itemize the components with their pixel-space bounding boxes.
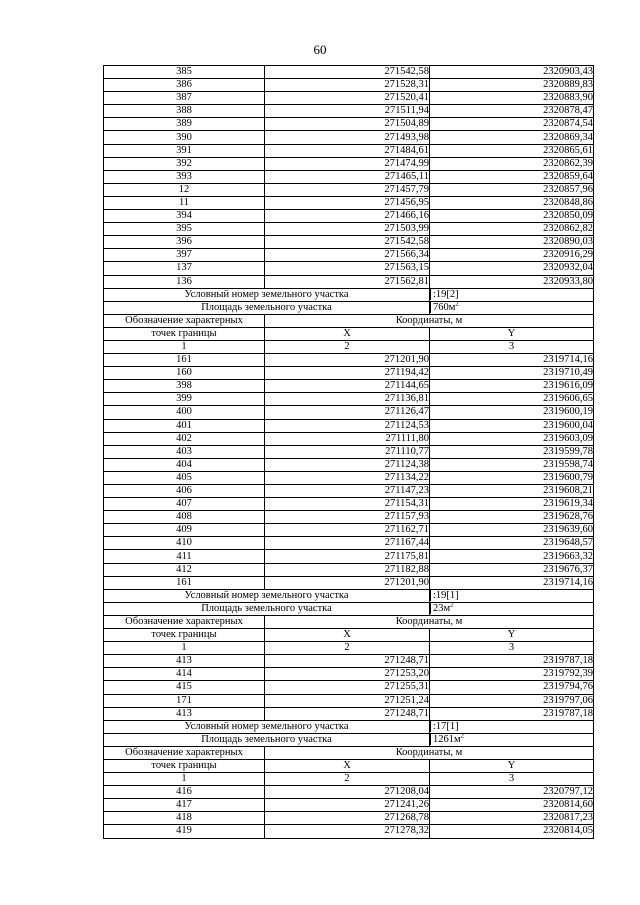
column-number-1: 1 xyxy=(104,340,265,353)
x-coordinate-cell: 271175,81 xyxy=(265,550,430,563)
header-point-designation: Обозначение характерных xyxy=(104,615,265,628)
y-coordinate-cell: 2319600,04 xyxy=(430,419,594,432)
point-number-cell: 161 xyxy=(104,354,265,367)
table-row xyxy=(104,183,594,196)
x-coordinate-cell: 271278,32 xyxy=(265,825,430,838)
column-number-1: 1 xyxy=(104,642,265,655)
table-row xyxy=(104,79,594,92)
table-row xyxy=(104,498,594,511)
y-coordinate-cell: 2319797,06 xyxy=(430,694,594,707)
point-number-cell: 12 xyxy=(104,183,265,196)
x-coordinate-cell: 271111,80 xyxy=(265,432,430,445)
x-coordinate-cell: 271493,98 xyxy=(265,131,430,144)
y-coordinate-cell: 2320862,82 xyxy=(430,223,594,236)
x-coordinate-cell: 271251,24 xyxy=(265,694,430,707)
table-row xyxy=(104,576,594,589)
point-number-cell: 391 xyxy=(104,144,265,157)
y-coordinate-cell: 2320850,09 xyxy=(430,210,594,223)
point-number-cell: 393 xyxy=(104,170,265,183)
x-coordinate-cell: 271542,58 xyxy=(265,66,430,79)
table-row xyxy=(104,668,594,681)
y-coordinate-cell: 2320933,80 xyxy=(430,275,594,288)
y-coordinate-cell: 2320869,34 xyxy=(430,131,594,144)
point-number-cell: 413 xyxy=(104,655,265,668)
table-row xyxy=(104,524,594,537)
table-row xyxy=(104,786,594,799)
x-coordinate-cell: 271147,23 xyxy=(265,485,430,498)
y-coordinate-cell: 2319628,76 xyxy=(430,511,594,524)
header-x: X xyxy=(265,759,430,772)
column-number-row xyxy=(104,340,594,353)
y-coordinate-cell: 2320859,64 xyxy=(430,170,594,183)
header-y: Y xyxy=(430,327,594,340)
point-number-cell: 418 xyxy=(104,812,265,825)
y-coordinate-cell: 2319787,18 xyxy=(430,655,594,668)
point-number-cell: 392 xyxy=(104,157,265,170)
y-coordinate-cell: 2319794,76 xyxy=(430,681,594,694)
area-value-cell xyxy=(430,602,594,615)
area-unit-superscript: 2 xyxy=(455,301,459,308)
point-number-cell: 416 xyxy=(104,786,265,799)
y-coordinate-cell: 2320862,39 xyxy=(430,157,594,170)
column-number-row xyxy=(104,642,594,655)
x-coordinate-cell: 271134,22 xyxy=(265,471,430,484)
cadastral-number-value: :19[2] xyxy=(430,289,459,300)
y-coordinate-cell: 2319663,32 xyxy=(430,550,594,563)
table-row xyxy=(104,511,594,524)
x-coordinate-cell: 271520,41 xyxy=(265,92,430,105)
x-coordinate-cell: 271241,26 xyxy=(265,799,430,812)
cadastral-number-value-cell xyxy=(430,589,594,602)
header-coordinates: Координаты, м xyxy=(265,615,594,628)
cadastral-number-value: :17[1] xyxy=(430,721,459,732)
point-number-cell: 398 xyxy=(104,380,265,393)
point-number-cell: 419 xyxy=(104,825,265,838)
cadastral-number-label: Условный номер земельного участка xyxy=(104,288,430,301)
column-number-3: 3 xyxy=(430,340,594,353)
x-coordinate-cell: 271465,11 xyxy=(265,170,430,183)
area-value-wrap xyxy=(430,734,464,745)
x-coordinate-cell: 271248,71 xyxy=(265,655,430,668)
table-row xyxy=(104,144,594,157)
point-number-cell: 389 xyxy=(104,118,265,131)
y-coordinate-cell: 2319616,09 xyxy=(430,380,594,393)
area-unit-superscript: 2 xyxy=(460,733,465,740)
header-row xyxy=(104,746,594,759)
point-number-cell: 171 xyxy=(104,694,265,707)
cadastral-number-value: :19[1] xyxy=(430,590,459,601)
column-number-1: 1 xyxy=(104,773,265,786)
y-coordinate-cell: 2319599,78 xyxy=(430,445,594,458)
table-row xyxy=(104,799,594,812)
y-coordinate-cell: 2319603,09 xyxy=(430,432,594,445)
page-number: 60 xyxy=(313,42,327,57)
x-coordinate-cell: 271255,31 xyxy=(265,681,430,694)
point-number-cell: 386 xyxy=(104,79,265,92)
x-coordinate-cell: 271474,99 xyxy=(265,157,430,170)
cadastral-number-label: Условный номер земельного участка xyxy=(104,589,430,602)
point-number-cell: 411 xyxy=(104,550,265,563)
x-coordinate-cell: 271466,16 xyxy=(265,210,430,223)
y-coordinate-cell: 2319600,79 xyxy=(430,471,594,484)
parcel-area-row xyxy=(104,301,594,314)
table-row xyxy=(104,354,594,367)
x-coordinate-cell: 271136,81 xyxy=(265,393,430,406)
point-number-cell: 390 xyxy=(104,131,265,144)
header-point-designation-cont: точек границы xyxy=(104,629,265,642)
point-number-cell: 395 xyxy=(104,223,265,236)
header-coordinates: Координаты, м xyxy=(265,314,594,327)
table-row xyxy=(104,550,594,563)
x-coordinate-cell: 271144,65 xyxy=(265,380,430,393)
cadastral-number-value-cell xyxy=(430,720,594,733)
y-coordinate-cell: 2319600,19 xyxy=(430,406,594,419)
y-coordinate-cell: 2320878,47 xyxy=(430,105,594,118)
y-coordinate-cell: 2320817,23 xyxy=(430,812,594,825)
table-row xyxy=(104,419,594,432)
table-row xyxy=(104,825,594,838)
x-coordinate-cell: 271194,42 xyxy=(265,367,430,380)
area-value: 760м xyxy=(433,301,456,313)
x-coordinate-cell: 271182,88 xyxy=(265,563,430,576)
parcel-cadastral-row xyxy=(104,720,594,733)
header-point-designation: Обозначение характерных xyxy=(104,746,265,759)
x-coordinate-cell: 271456,95 xyxy=(265,196,430,209)
y-coordinate-cell: 2320903,43 xyxy=(430,66,594,79)
table-row xyxy=(104,66,594,79)
x-coordinate-cell: 271268,78 xyxy=(265,812,430,825)
parcel-cadastral-row xyxy=(104,288,594,301)
table-row xyxy=(104,681,594,694)
y-coordinate-cell: 2320890,03 xyxy=(430,236,594,249)
x-coordinate-cell: 271566,34 xyxy=(265,249,430,262)
point-number-cell: 413 xyxy=(104,707,265,720)
parcel-area-row xyxy=(104,733,594,746)
point-number-cell: 161 xyxy=(104,576,265,589)
point-number-cell: 407 xyxy=(104,498,265,511)
x-coordinate-cell: 271154,31 xyxy=(265,498,430,511)
x-coordinate-cell: 271563,15 xyxy=(265,262,430,275)
y-coordinate-cell: 2319598,74 xyxy=(430,458,594,471)
y-coordinate-cell: 2319676,37 xyxy=(430,563,594,576)
header-point-designation-cont: точек границы xyxy=(104,759,265,772)
y-coordinate-cell: 2319714,16 xyxy=(430,354,594,367)
point-number-cell: 415 xyxy=(104,681,265,694)
table-row xyxy=(104,563,594,576)
y-coordinate-cell: 2319792,39 xyxy=(430,668,594,681)
column-number-2: 2 xyxy=(265,773,430,786)
table-row xyxy=(104,275,594,288)
point-number-cell: 409 xyxy=(104,524,265,537)
column-number-3: 3 xyxy=(430,642,594,655)
x-coordinate-cell: 271253,20 xyxy=(265,668,430,681)
y-coordinate-cell: 2319714,16 xyxy=(430,576,594,589)
parcel-cadastral-row xyxy=(104,589,594,602)
header-row xyxy=(104,327,594,340)
point-number-cell: 396 xyxy=(104,236,265,249)
x-coordinate-cell: 271124,53 xyxy=(265,419,430,432)
point-number-cell: 11 xyxy=(104,196,265,209)
area-value: 23м xyxy=(433,602,451,614)
y-coordinate-cell: 2319710,49 xyxy=(430,367,594,380)
x-coordinate-cell: 271110,77 xyxy=(265,445,430,458)
table-row xyxy=(104,485,594,498)
x-coordinate-cell: 271157,93 xyxy=(265,511,430,524)
header-x: X xyxy=(265,629,430,642)
area-label: Площадь земельного участка xyxy=(104,733,430,746)
header-coordinates: Координаты, м xyxy=(265,746,594,759)
x-coordinate-cell: 271542,58 xyxy=(265,236,430,249)
point-number-cell: 410 xyxy=(104,537,265,550)
table-row xyxy=(104,406,594,419)
area-value: 1261м xyxy=(433,733,461,745)
area-value-wrap xyxy=(430,302,459,313)
table-row xyxy=(104,812,594,825)
header-y: Y xyxy=(430,629,594,642)
point-number-cell: 388 xyxy=(104,105,265,118)
point-number-cell: 397 xyxy=(104,249,265,262)
table-row xyxy=(104,655,594,668)
point-number-cell: 414 xyxy=(104,668,265,681)
point-number-cell: 160 xyxy=(104,367,265,380)
y-coordinate-cell: 2319608,21 xyxy=(430,485,594,498)
x-coordinate-cell: 271457,79 xyxy=(265,183,430,196)
table-row xyxy=(104,105,594,118)
point-number-cell: 387 xyxy=(104,92,265,105)
table-row xyxy=(104,223,594,236)
y-coordinate-cell: 2319619,34 xyxy=(430,498,594,511)
table-row xyxy=(104,249,594,262)
header-point-designation: Обозначение характерных xyxy=(104,314,265,327)
point-number-cell: 400 xyxy=(104,406,265,419)
point-number-cell: 385 xyxy=(104,66,265,79)
y-coordinate-cell: 2320865,61 xyxy=(430,144,594,157)
table-row xyxy=(104,118,594,131)
area-unit-superscript: 2 xyxy=(450,602,454,609)
y-coordinate-cell: 2320814,60 xyxy=(430,799,594,812)
area-value-cell xyxy=(430,733,594,746)
table-row xyxy=(104,157,594,170)
table-row xyxy=(104,262,594,275)
header-point-designation-cont: точек границы xyxy=(104,327,265,340)
column-number-row xyxy=(104,773,594,786)
coordinates-table xyxy=(103,65,594,839)
y-coordinate-cell: 2320883,90 xyxy=(430,92,594,105)
table-row xyxy=(104,367,594,380)
x-coordinate-cell: 271248,71 xyxy=(265,707,430,720)
area-label: Площадь земельного участка xyxy=(104,602,430,615)
table-row xyxy=(104,471,594,484)
table-row xyxy=(104,196,594,209)
table-row xyxy=(104,170,594,183)
table-row xyxy=(104,445,594,458)
x-coordinate-cell: 271208,04 xyxy=(265,786,430,799)
x-coordinate-cell: 271504,89 xyxy=(265,118,430,131)
area-value-wrap xyxy=(430,603,454,614)
header-row xyxy=(104,759,594,772)
point-number-cell: 402 xyxy=(104,432,265,445)
y-coordinate-cell: 2320874,54 xyxy=(430,118,594,131)
x-coordinate-cell: 271511,94 xyxy=(265,105,430,118)
y-coordinate-cell: 2320848,86 xyxy=(430,196,594,209)
y-coordinate-cell: 2319787,18 xyxy=(430,707,594,720)
y-coordinate-cell: 2320814,05 xyxy=(430,825,594,838)
table-row xyxy=(104,210,594,223)
point-number-cell: 401 xyxy=(104,419,265,432)
x-coordinate-cell: 271201,90 xyxy=(265,576,430,589)
table-row xyxy=(104,380,594,393)
x-coordinate-cell: 271503,99 xyxy=(265,223,430,236)
x-coordinate-cell: 271528,31 xyxy=(265,79,430,92)
y-coordinate-cell: 2320916,29 xyxy=(430,249,594,262)
header-y: Y xyxy=(430,759,594,772)
x-coordinate-cell: 271167,44 xyxy=(265,537,430,550)
point-number-cell: 136 xyxy=(104,275,265,288)
x-coordinate-cell: 271201,90 xyxy=(265,354,430,367)
x-coordinate-cell: 271124,38 xyxy=(265,458,430,471)
table-row xyxy=(104,694,594,707)
cadastral-number-label: Условный номер земельного участка xyxy=(104,720,430,733)
header-row xyxy=(104,615,594,628)
point-number-cell: 405 xyxy=(104,471,265,484)
table-row xyxy=(104,131,594,144)
parcel-area-row xyxy=(104,602,594,615)
y-coordinate-cell: 2320889,83 xyxy=(430,79,594,92)
column-number-2: 2 xyxy=(265,642,430,655)
area-label: Площадь земельного участка xyxy=(104,301,430,314)
table-row xyxy=(104,393,594,406)
y-coordinate-cell: 2319648,57 xyxy=(430,537,594,550)
x-coordinate-cell: 271126,47 xyxy=(265,406,430,419)
table-row xyxy=(104,707,594,720)
y-coordinate-cell: 2320857,96 xyxy=(430,183,594,196)
column-number-3: 3 xyxy=(430,773,594,786)
table-row xyxy=(104,432,594,445)
point-number-cell: 406 xyxy=(104,485,265,498)
table-row xyxy=(104,236,594,249)
y-coordinate-cell: 2320797,12 xyxy=(430,786,594,799)
y-coordinate-cell: 2320932,04 xyxy=(430,262,594,275)
header-x: X xyxy=(265,327,430,340)
table-row xyxy=(104,537,594,550)
x-coordinate-cell: 271562,81 xyxy=(265,275,430,288)
y-coordinate-cell: 2319606,65 xyxy=(430,393,594,406)
column-number-2: 2 xyxy=(265,340,430,353)
header-row xyxy=(104,629,594,642)
x-coordinate-cell: 271162,71 xyxy=(265,524,430,537)
point-number-cell: 404 xyxy=(104,458,265,471)
area-value-cell xyxy=(430,301,594,314)
y-coordinate-cell: 2319639,60 xyxy=(430,524,594,537)
point-number-cell: 399 xyxy=(104,393,265,406)
point-number-cell: 412 xyxy=(104,563,265,576)
header-row xyxy=(104,314,594,327)
point-number-cell: 137 xyxy=(104,262,265,275)
point-number-cell: 394 xyxy=(104,210,265,223)
table-row xyxy=(104,458,594,471)
x-coordinate-cell: 271484,61 xyxy=(265,144,430,157)
table-row xyxy=(104,92,594,105)
point-number-cell: 417 xyxy=(104,799,265,812)
cadastral-number-value-cell xyxy=(430,288,594,301)
point-number-cell: 408 xyxy=(104,511,265,524)
point-number-cell: 403 xyxy=(104,445,265,458)
